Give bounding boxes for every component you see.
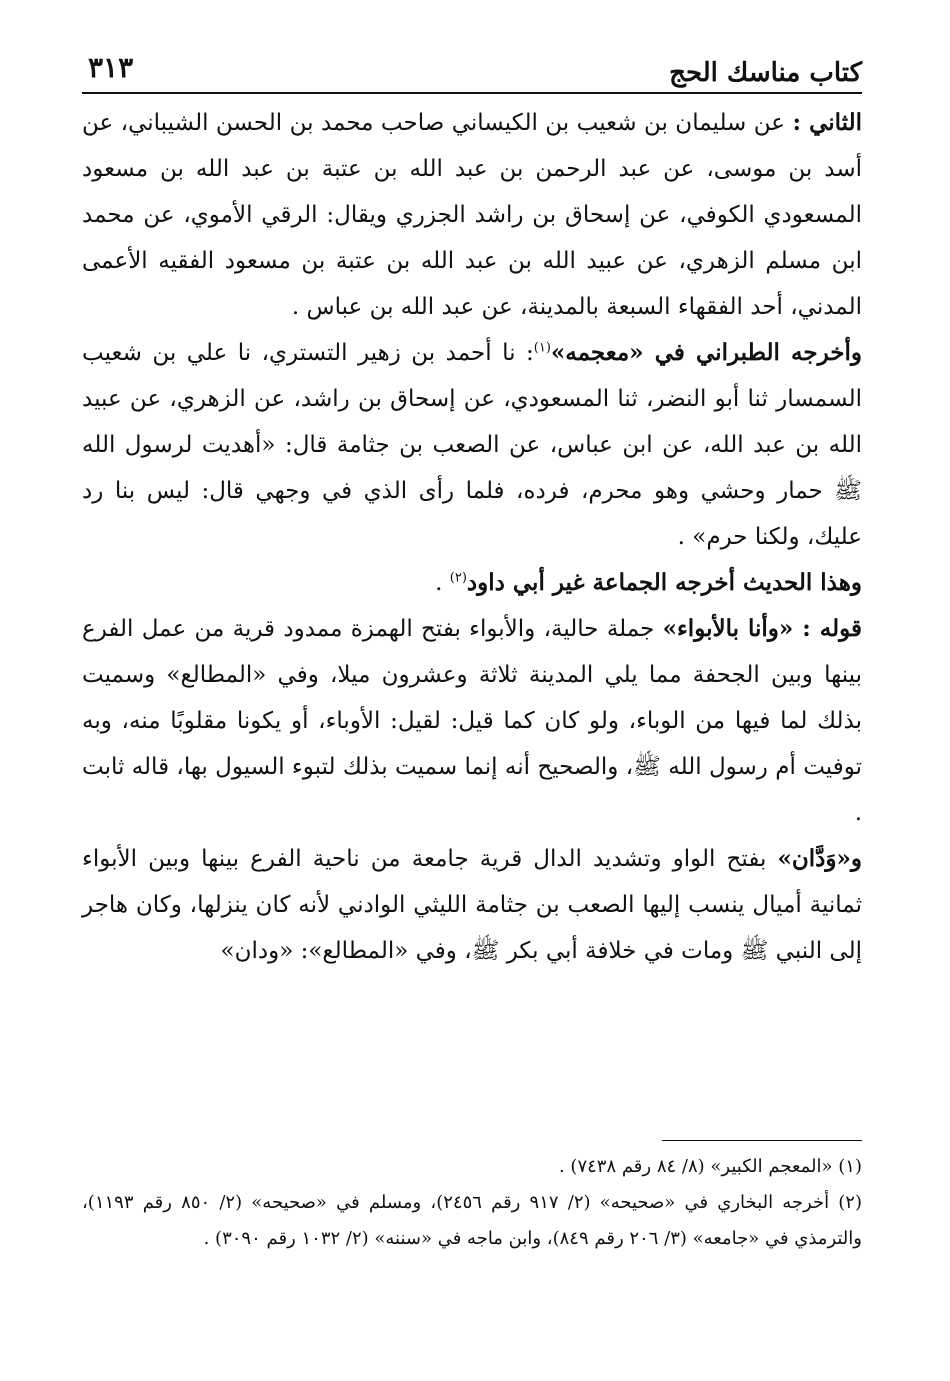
paragraph-text: . (435, 570, 450, 596)
paragraph-lead: قوله : «وأنا بالأبواء» (662, 615, 862, 642)
footnotes (82, 1140, 862, 1257)
footnote-divider (662, 1140, 862, 1141)
footnote-ref-1[interactable]: (١) (533, 340, 551, 356)
paragraph-lead: وهذا الحديث أخرجه الجماعة غير أبي داود (466, 569, 862, 596)
paragraph-text: بفتح الواو وتشديد الدال قرية جامعة من ناحية الفرع بينها وبين الأبواء ثمانية أميال ينسب إليها الصعب بن جثامة الليثي الوادني لأنه كان ينزلها، وكان هاجر إلى النبي ﷺ ومات في خلافة أبي بكر ﷺ، وفي «المطالع»: «ودان» (82, 846, 862, 964)
main-text (82, 100, 862, 974)
footnote-ref-2[interactable]: (٢) (449, 570, 467, 586)
paragraph-tabarani (82, 330, 862, 560)
page-number: ٣١٣ (88, 51, 134, 84)
footnote-2: (٢) أخرجه البخاري في «صحيحه» (٢/ ٩١٧ رقم ٢٤٥٦)، ومسلم في «صحيحه» (٢/ ٨٥٠ رقم ١١٩٣)، والترمذي في «جامعه» (٣/ ٢٠٦ رقم ٨٤٩)، وابن ماجه في «سننه» (٢/ ١٠٣٢ رقم ٣٠٩٠) . (82, 1192, 862, 1249)
paragraph-lead: وأخرجه الطبراني في «معجمه» (550, 339, 862, 366)
footnote-1: (١) «المعجم الكبير» (٨/ ٨٤ رقم ٧٤٣٨) . (558, 1156, 862, 1177)
paragraph-jamaa (82, 560, 862, 606)
paragraph-lead: و«وَدَّان» (777, 845, 862, 872)
page (82, 36, 862, 974)
chapter-title: كتاب مناسك الحج (669, 58, 862, 88)
paragraph-text: جملة حالية، والأبواء بفتح الهمزة ممدود قرية من عمل الفرع بينها وبين الجحفة مما يلي المدينة ثلاثة وعشرون ميلا، وفي «المطالع» وسميت بذلك لما فيها من الوباء، ولو كان كما قيل: لقيل: الأوباء، أو يكونا مقلوبًا منه، وبه توفيت أم رسول الله ﷺ، والصحيح أنه إنما سميت بذلك لتبوء السيول بها، قاله ثابت . (82, 616, 862, 826)
paragraph-second-chain (82, 100, 862, 330)
paragraph-text: عن سليمان بن شعيب بن الكيساني صاحب محمد بن الحسن الشيباني، عن أسد بن موسى، عن عبد الرحمن بن عبد الله بن عتبة بن عبد الله بن مسعود المسعودي الكوفي، عن إسحاق بن راشد الجزري ويقال: الرقي الأموي، عن محمد ابن مسلم الزهري، عن عبيد الله بن عبد الله بن عتبة بن مسعود الفقيه الأعمى المدني، أحد الفقهاء السبعة بالمدينة، عن عبد الله بن عباس . (82, 110, 862, 320)
paragraph-lead: الثاني : (792, 109, 862, 136)
paragraph-abwa (82, 606, 862, 836)
page-header (82, 36, 862, 94)
paragraph-waddan (82, 836, 862, 974)
paragraph-text: : نا أحمد بن زهير التستري، نا علي بن شعيب السمسار ثنا أبو النضر، ثنا المسعودي، عن إسحاق بن راشد، عن الزهري، عن عبيد الله بن عبد الله، عن ابن عباس، عن الصعب بن جثامة قال: «أهديت لرسول الله ﷺ حمار وحشي وهو محرم، فرده، فلما رأى الذي في وجهي قال: ليس بنا رد عليك، ولكنا حرم» . (82, 340, 862, 550)
